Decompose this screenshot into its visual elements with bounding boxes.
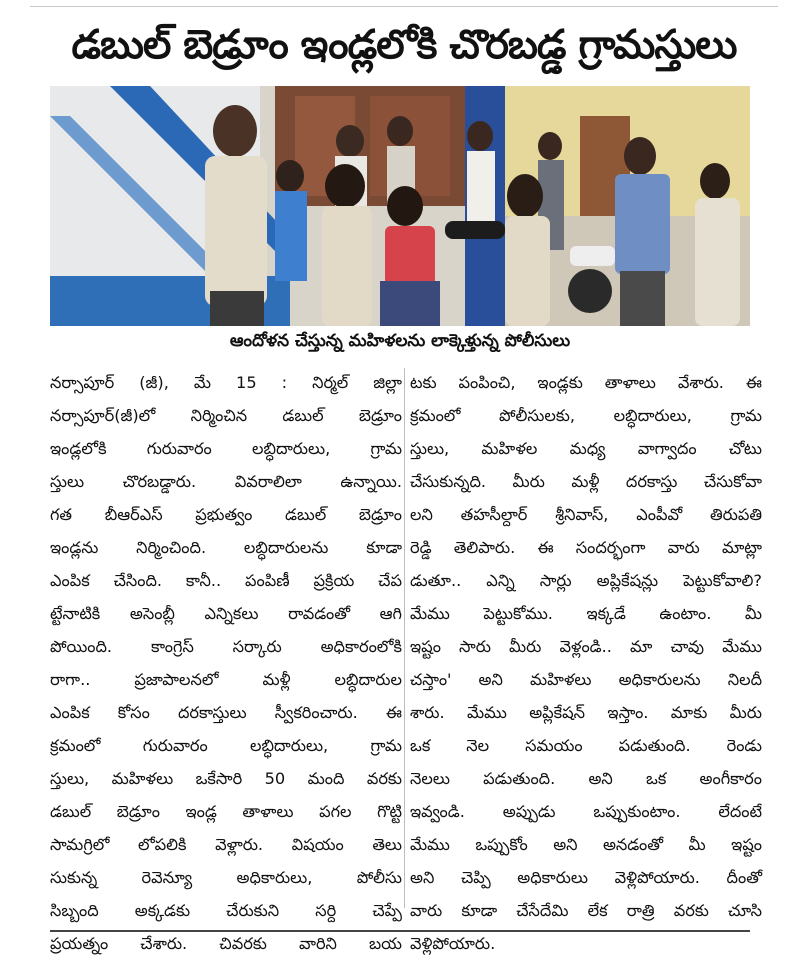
- body-line: సిబ్బంది అక్కడకు చేరుకుని సర్ది చెప్పే: [50, 901, 402, 920]
- news-photo: [50, 86, 750, 326]
- body-line: వారు కూడా చేసేదేమి లేక రాత్రి వరకు చూసి: [410, 901, 762, 920]
- body-line: నర్సాపూర్ (జీ), మే 15 : నిర్మల్ జిల్లా: [50, 373, 402, 392]
- body-line: డుతూ.. ఎన్ని సార్లు అప్లికేషన్లు పెట్టుకోవాలి?: [410, 571, 762, 590]
- body-line: సుకున్న రెవెన్యూ అధికారులు, పోలీసు: [50, 868, 402, 887]
- photo-illustration: [50, 86, 750, 326]
- body-line: మేము పెట్టుకోము. ఇక్కడే ఉంటాం. మీ: [410, 604, 762, 623]
- body-line: స్తులు, మహిళలు ఒకేసారి 50 మంది వరకు: [50, 769, 402, 788]
- body-line: వెళ్లిపోయారు.: [410, 934, 496, 953]
- body-line: ప్రయత్నం చేశారు. చివరకు వారిని బయ: [50, 934, 402, 953]
- body-line: రెడ్డి తెలిపారు. ఈ సందర్భంగా వారు మాట్లా: [410, 538, 762, 557]
- body-line: శారు. మేము అప్లికేషన్ ఇస్తాం. మాకు మీరు: [410, 703, 762, 722]
- body-line: మేము ఒప్పుకోం అని అనడంతో మీ ఇష్టం: [410, 835, 762, 854]
- body-line: డబుల్ బెడ్రూం ఇండ్ల తాళాలు పగల గొట్టి: [50, 802, 402, 821]
- body-line: లని తహసీల్దార్ శ్రీనివాస్, ఎంపీవో తిరుపతి: [410, 505, 762, 524]
- body-line: ఒక నెల సమయం పడుతుంది. రెండు: [410, 736, 762, 755]
- top-rule: [30, 6, 778, 7]
- column-divider: [404, 368, 405, 908]
- body-line: రాగా.. ప్రజాపాలనలో మళ్లీ లబ్ధిదారుల: [50, 670, 402, 689]
- body-line: పోయింది. కాంగ్రెస్ సర్కారు అధికారంలోకి: [50, 637, 402, 656]
- body-line: ఎంపిక చేసింది. కానీ.. పంపిణీ ప్రక్రియ చేప: [50, 571, 402, 590]
- body-line: ఇండ్లను నిర్మించింది. లబ్ధిదారులను కూడా: [50, 538, 402, 557]
- body-line: ఇండ్లలోకి గురువారం లబ్ధిదారులు, గ్రామ: [50, 439, 402, 458]
- body-line: స్తులు, మహిళల మధ్య వాగ్వాదం చోటు: [410, 439, 762, 458]
- body-line: నెలలు పడుతుంది. అని ఒక అంగీకారం: [410, 769, 762, 788]
- body-line: నర్సాపూర్(జీ)లో నిర్మించిన డబుల్ బెడ్రూం: [50, 406, 402, 425]
- body-line: సామగ్రిలో లోపలికి వెళ్లారు. విషయం తెలు: [50, 835, 402, 854]
- body-line: క్రమంలో పోలీసులకు, లబ్ధిదారులు, గ్రామ: [410, 406, 762, 425]
- body-line: గత బీఆర్ఎస్ ప్రభుత్వం డబుల్ బెడ్రూం: [50, 505, 402, 524]
- bottom-rule: [50, 930, 750, 932]
- article-column-right: [410, 366, 762, 953]
- body-line: ట్టేనాటికి అసెంబ్లీ ఎన్నికలు రావడంతో ఆగి: [50, 604, 402, 623]
- photo-caption: ఆందోళన చేస్తున్న మహిళలను లాక్కెళ్తున్న పోలీసులు: [229, 331, 571, 351]
- headline: డబుల్ బెడ్రూం ఇండ్లలోకి చొరబడ్డ గ్రామస్తులు: [71, 22, 737, 68]
- body-line: చస్తాం' అని మహిళలు అధికారులను నిలదీ: [410, 670, 762, 689]
- body-line: స్తులు చొరబడ్డారు. వివరాలిలా ఉన్నాయి.: [50, 472, 402, 491]
- body-line: ఇవ్వండి. అప్పుడు ఒప్పుకుంటాం. లేదంటే: [410, 802, 762, 821]
- body-line: చేసుకున్నది. మీరు మళ్లీ దరకాస్తు చేసుకోవా: [410, 472, 762, 491]
- body-line: టకు పంపించి, ఇండ్లకు తాళాలు వేశారు. ఈ: [410, 373, 762, 392]
- body-line: క్రమంలో గురువారం లబ్ధిదారులు, గ్రామ: [50, 736, 402, 755]
- article-column-left: [50, 366, 402, 953]
- body-line: ఎంపిక కోసం దరకాస్తులు స్వీకరించారు. ఈ: [50, 703, 402, 722]
- body-line: ఇష్టం సారు మీరు వెళ్లండి.. మా చావు మేము: [410, 637, 762, 656]
- body-line: అని చెప్పి అధికారులు వెళ్లిపోయారు. దీంతో: [410, 868, 762, 887]
